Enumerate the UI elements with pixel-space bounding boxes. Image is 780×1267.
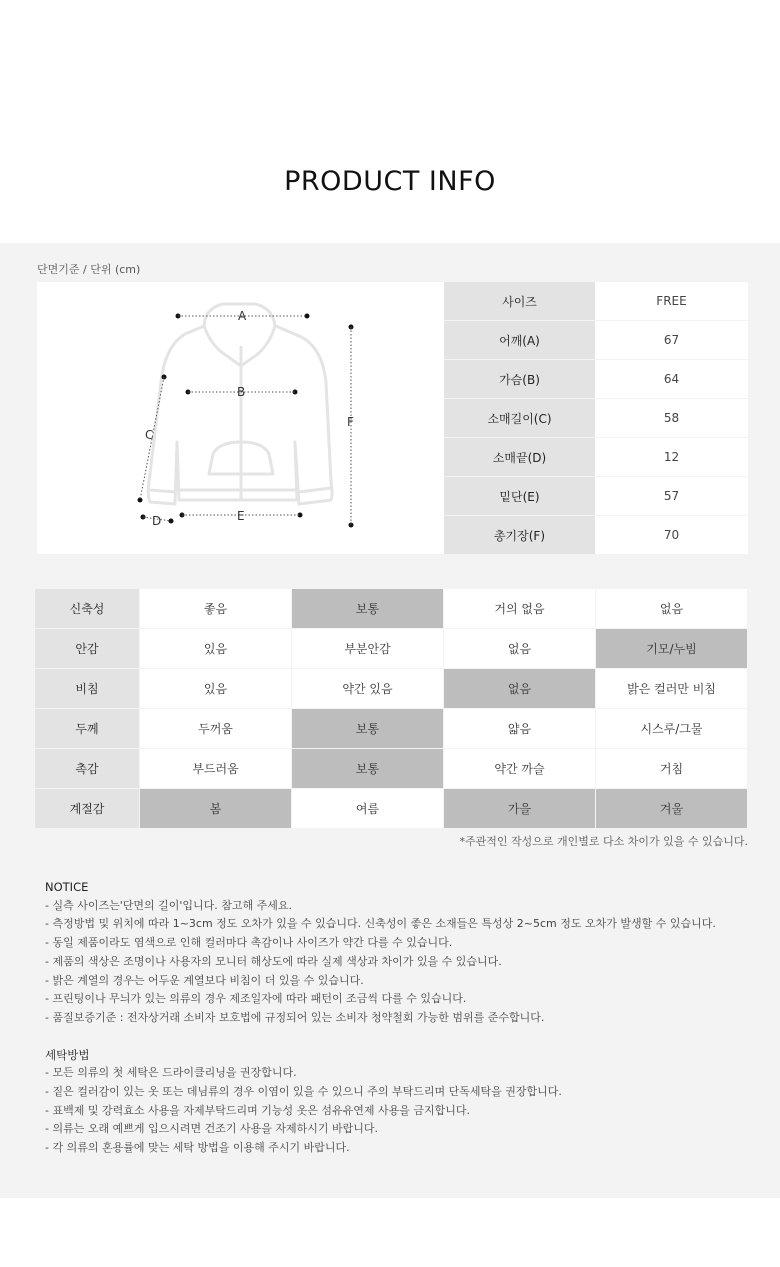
notice-line: - 실측 사이즈는'단면의 길이'입니다. 참고해 주세요. — [45, 898, 293, 912]
table-row — [444, 516, 748, 555]
attribute-option: 겨울 — [596, 789, 748, 829]
table-row — [444, 321, 748, 360]
notice-line: - 프린팅이나 무늬가 있는 의류의 경우 제조일자에 따라 패턴이 조금씩 다를 수 있습니다. — [45, 992, 467, 1006]
size-label: 총기장(F) — [444, 516, 595, 555]
table-row — [444, 399, 748, 438]
attribute-option: 얇음 — [444, 709, 596, 749]
attribute-option: 기모/누빔 — [596, 629, 748, 669]
size-label: 어깨(A) — [444, 321, 595, 360]
attribute-name: 계절감 — [35, 789, 140, 829]
attribute-option: 거의 없음 — [444, 589, 596, 629]
size-label: 소매길이(C) — [444, 399, 595, 438]
attribute-option: 보통 — [292, 709, 444, 749]
attribute-option: 봄 — [140, 789, 292, 829]
size-value: 67 — [595, 321, 748, 360]
attribute-name: 촉감 — [35, 749, 140, 789]
attribute-option: 보통 — [292, 589, 444, 629]
notice-title: NOTICE — [45, 880, 89, 894]
attribute-row-2 — [35, 669, 748, 709]
attribute-option: 없음 — [444, 669, 596, 709]
attribute-row-0 — [35, 589, 748, 629]
notice-line: - 밝은 계열의 경우는 어두운 계열보다 비침이 더 있을 수 있습니다. — [45, 973, 364, 987]
unit-note: 단면기준 / 단위 (cm) — [37, 263, 141, 276]
fabric-attribute-table — [35, 589, 748, 829]
attribute-option: 밝은 컬러만 비침 — [596, 669, 748, 709]
attribute-row-3 — [35, 709, 748, 749]
label-f: F — [347, 415, 354, 429]
label-e: E — [237, 509, 245, 523]
attribute-option: 부드러움 — [140, 749, 292, 789]
attribute-row-1 — [35, 629, 748, 669]
attribute-name: 비침 — [35, 669, 140, 709]
notice-line: - 동일 제품이라도 염색으로 인해 컬러마다 촉감이나 사이즈가 약간 다를 수 있습니다. — [45, 936, 453, 950]
notice-line: - 품질보증기준 : 전자상거래 소비자 보호법에 규정되어 있는 소비자 청약철회 가능한 범위를 준수합니다. — [45, 1010, 545, 1024]
label-d: D — [152, 514, 162, 528]
attribute-option: 여름 — [292, 789, 444, 829]
left-cuff — [150, 490, 175, 492]
washing-line: - 짙은 컬러감이 있는 옷 또는 데님류의 경우 이염이 있을 수 있으니 주의 부탁드리며 단독세탁을 권장합니다. — [45, 1085, 562, 1099]
size-value: 70 — [595, 516, 748, 555]
label-b: B — [237, 385, 246, 399]
label-a: A — [238, 309, 247, 323]
table-row — [444, 438, 748, 477]
size-table — [444, 282, 748, 555]
size-value: FREE — [595, 282, 748, 321]
size-value: 12 — [595, 438, 748, 477]
washing-line: - 각 의류의 혼용률에 맞는 세탁 방법을 이용해 주시기 바랍니다. — [45, 1141, 350, 1155]
table-row — [444, 282, 748, 321]
attribute-option: 부분안감 — [292, 629, 444, 669]
attribute-option: 보통 — [292, 749, 444, 789]
size-label: 밑단(E) — [444, 477, 595, 516]
notice-line: - 측정방법 및 위치에 따라 1~3cm 정도 오차가 있을 수 있습니다. 신축성이 좋은 소재들은 특성상 2~5cm 정도 오차가 발생할 수 있습니다. — [45, 917, 716, 931]
size-label: 소매끝(D) — [444, 438, 595, 477]
attribute-option: 없음 — [596, 589, 748, 629]
size-label: 가슴(B) — [444, 360, 595, 399]
washing-line: - 의류는 오래 예쁘게 입으시려면 건조기 사용을 자제하시기 바랍니다. — [45, 1122, 378, 1136]
table-row — [444, 477, 748, 516]
washing-line: - 표백제 및 강력효소 사용을 자제부탁드리며 기능성 옷은 섬유유연제 사용을 금지합니다. — [45, 1103, 470, 1117]
attribute-option: 좋음 — [140, 589, 292, 629]
attribute-option: 있음 — [140, 669, 292, 709]
size-value: 64 — [595, 360, 748, 399]
page-title: PRODUCT INFO — [284, 166, 496, 197]
size-label: 사이즈 — [444, 282, 595, 321]
size-info-box — [37, 282, 748, 554]
attribute-row-4 — [35, 749, 748, 789]
size-value: 58 — [595, 399, 748, 438]
attribute-option: 두꺼움 — [140, 709, 292, 749]
size-value: 57 — [595, 477, 748, 516]
attribute-row-5 — [35, 789, 748, 829]
hoodie-measurement-diagram — [37, 282, 444, 554]
attribute-name: 안감 — [35, 629, 140, 669]
label-c: C — [145, 428, 154, 442]
attribute-option: 약간 까슬 — [444, 749, 596, 789]
subjective-note: *주관적인 작성으로 개인별로 다소 차이가 있을 수 있습니다. — [459, 835, 748, 848]
washing-line: - 모든 의류의 첫 세탁은 드라이클리닝을 권장합니다. — [45, 1066, 297, 1080]
attribute-option: 시스루/그물 — [596, 709, 748, 749]
attribute-option: 가을 — [444, 789, 596, 829]
attribute-option: 약간 있음 — [292, 669, 444, 709]
attribute-option: 거침 — [596, 749, 748, 789]
attribute-name: 신축성 — [35, 589, 140, 629]
attribute-name: 두께 — [35, 709, 140, 749]
notice-line: - 제품의 색상은 조명이나 사용자의 모니터 해상도에 따라 실제 색상과 차이가 있을 수 있습니다. — [45, 954, 502, 968]
notice-section — [45, 878, 745, 1158]
washing-title: 세탁방법 — [45, 1047, 90, 1062]
table-row — [444, 360, 748, 399]
attribute-option: 없음 — [444, 629, 596, 669]
attribute-option: 있음 — [140, 629, 292, 669]
